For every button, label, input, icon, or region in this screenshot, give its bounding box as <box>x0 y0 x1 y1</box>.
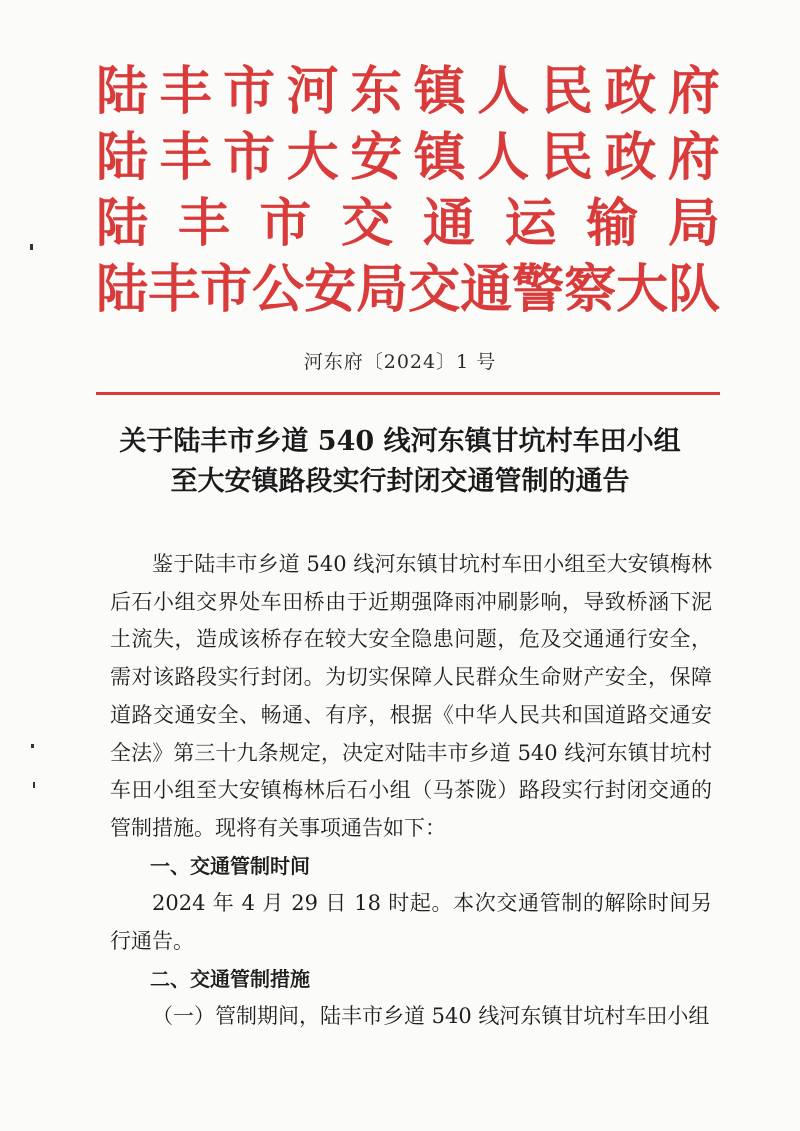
issuer-line <box>96 258 720 324</box>
issuer-character: 安 <box>304 260 357 320</box>
scan-artifact-mark <box>31 744 34 748</box>
issuer-character: 队 <box>668 260 721 320</box>
intro-paragraph: 鉴于陆丰市乡道 540 线河东镇甘坑村车田小组至大安镇梅林后石小组交界处车田桥由于近期强降雨冲刷影响，导致桥涵下泥土流失，造成该桥存在较大安全隐患问题，危及交通通行安全，需对该路段实行封闭。为切实保障人民群众生命财产安全，保障道路交通安全、畅通、有序，根据《中华人民共和国道路交通安全法》第三十九条规定，决定对陆丰市乡道 540 线河东镇甘坑村车田小组至大安镇梅林后石小组（马茶陇）路段实行封闭交通的管制措施。现将有关事项通告如下： <box>110 552 712 840</box>
issuer-character: 民 <box>540 62 593 122</box>
issuer-character: 安 <box>350 128 403 188</box>
scan-artifact-mark <box>33 782 35 788</box>
issuer-character: 交 <box>341 194 394 254</box>
issuer-character: 大 <box>616 260 669 320</box>
issuer-character: 府 <box>667 128 720 188</box>
issuer-character: 市 <box>200 260 253 320</box>
notice-title-line-2: 至大安镇路段实行封闭交通管制的通告 <box>170 466 630 497</box>
section-1-heading: 一、交通管制时间 <box>150 853 310 878</box>
issuer-character: 陆 <box>96 194 149 254</box>
issuer-character: 通 <box>422 194 475 254</box>
issuer-character: 丰 <box>177 194 230 254</box>
issuer-character: 陆 <box>96 62 149 122</box>
issuer-character: 通 <box>460 260 513 320</box>
issuing-agencies-header <box>96 60 720 324</box>
issuer-character: 大 <box>286 128 339 188</box>
section-2-item-1-text: （一）管制期间，陆丰市乡道 540 线河东镇甘坑村车田小组 <box>152 1004 710 1029</box>
issuer-character: 民 <box>540 128 593 188</box>
issuer-character: 市 <box>223 62 276 122</box>
issuer-character: 警 <box>512 260 565 320</box>
issuer-character: 镇 <box>413 128 466 188</box>
section-1-text: 2024 年 4 月 29 日 18 时起。本次交通管制的解除时间另行通告。 <box>110 891 712 954</box>
notice-title-line-1: 关于陆丰市乡道 540 线河东镇甘坑村车田小组 <box>119 426 681 457</box>
issuer-character: 市 <box>223 128 276 188</box>
section-2-heading: 二、交通管制措施 <box>150 966 310 991</box>
document-number: 河东府〔2024〕1 号 <box>303 351 497 373</box>
issuer-character: 人 <box>477 128 530 188</box>
notice-body <box>110 546 712 1036</box>
issuer-line <box>96 60 720 126</box>
issuer-character: 输 <box>586 194 639 254</box>
issuer-character: 交 <box>408 260 461 320</box>
issuer-character: 河 <box>286 62 339 122</box>
issuer-character: 镇 <box>413 62 466 122</box>
issuer-character: 丰 <box>148 260 201 320</box>
issuer-character: 局 <box>667 194 720 254</box>
scan-artifact-mark <box>30 244 33 250</box>
issuer-character: 丰 <box>159 62 212 122</box>
issuer-character: 察 <box>564 260 617 320</box>
issuer-character: 政 <box>604 62 657 122</box>
red-divider-line <box>96 392 720 395</box>
issuer-character: 人 <box>477 62 530 122</box>
notice-title <box>60 422 740 502</box>
issuer-line <box>96 126 720 192</box>
issuer-character: 市 <box>259 194 312 254</box>
issuer-line <box>96 192 720 258</box>
issuer-character: 政 <box>604 128 657 188</box>
issuer-character: 陆 <box>96 260 149 320</box>
issuer-character: 府 <box>667 62 720 122</box>
issuer-character: 运 <box>504 194 557 254</box>
issuer-character: 东 <box>350 62 403 122</box>
issuer-character: 陆 <box>96 128 149 188</box>
issuer-character: 丰 <box>159 128 212 188</box>
issuer-character: 局 <box>356 260 409 320</box>
issuer-character: 公 <box>252 260 305 320</box>
